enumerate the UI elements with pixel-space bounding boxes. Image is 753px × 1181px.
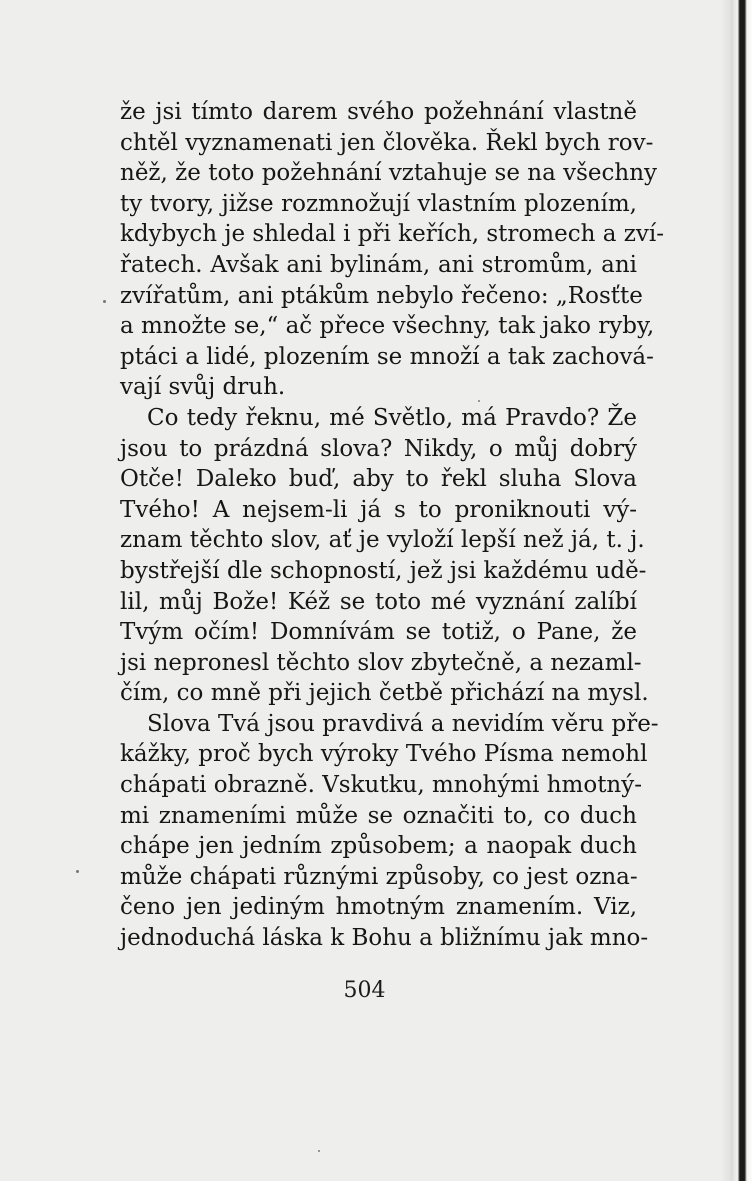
text-line: jsi nepronesl těchto slov zbytečně, a nezaml- (120, 649, 642, 676)
text-line: ptáci a lidé, plozením se množí a tak zachová- (120, 343, 654, 370)
text-line: něž, že toto požehnání vztahuje se na všechny (120, 160, 658, 187)
text-line: Tvého! A nejsem-li já s to proniknouti vý- (120, 496, 637, 523)
text-line: může chápati různými způsoby, co jest ozna- (120, 863, 638, 890)
text-line: chápati obrazně. Vskutku, mnohými hmotný- (120, 772, 643, 799)
paragraph-start-line: Slova Tvá jsou pravdivá a nevidím věru pře- (147, 710, 659, 737)
paper-speck (103, 300, 106, 303)
page-binding-edge (731, 0, 753, 1181)
text-line: jsou to prázdná slova? Nikdy, o můj dobrý (120, 435, 637, 462)
text-line: a množte se,“ ač přece všechny, tak jako ryby, (120, 313, 655, 340)
paper-speck (318, 1150, 320, 1152)
text-line: vají svůj druh. (120, 374, 286, 401)
text-line: čím, co mně při jejich četbě přichází na mysl. (120, 680, 649, 707)
text-line: lil, můj Bože! Kéž se toto mé vyznání zalíbí (120, 588, 637, 615)
text-line: kdybych je shledal i při keřích, stromech a zví- (120, 221, 664, 248)
text-line: Otče! Daleko buď, aby to řekl sluha Slova (120, 466, 637, 493)
paper-speck (76, 870, 79, 873)
text-line: Tvým očím! Domnívám se totiž, o Pane, že (120, 619, 637, 646)
paragraph-start-line: Co tedy řeknu, mé Světlo, má Pravdo? Že (147, 404, 637, 431)
page-number: 504 (343, 978, 386, 1003)
text-line: řatech. Avšak ani bylinám, ani stromům, ani (120, 251, 637, 278)
text-line: že jsi tímto darem svého požehnání vlastně (120, 99, 637, 125)
text-line: mi znameními může se označiti to, co duch (120, 802, 637, 829)
text-line: kážky, proč bych výroky Tvého Písma nemohl (120, 741, 648, 768)
text-line: čeno jen jediným hmotným znamením. Viz, (120, 894, 637, 921)
body-text (120, 97, 664, 954)
text-line: bystřejší dle schopností, jež jsi každému udě- (120, 557, 647, 584)
text-line: jednoduchá láska k Bohu a bližnímu jak mno- (120, 925, 649, 952)
text-line: chtěl vyznamenati jen člověka. Řekl bych rov- (120, 129, 654, 156)
text-line: znam těchto slov, ať je vyloží lepší než já, t. j. (120, 527, 645, 554)
text-line: ty tvory, jižse rozmnožují vlastním plozením, (120, 190, 637, 217)
text-line: zvířatům, ani ptákům nebylo řečeno: „Rosťte (120, 282, 643, 309)
page-edge-shadow (721, 0, 731, 1181)
text-line: chápe jen jedním způsobem; a naopak duch (120, 833, 637, 860)
paper-speck (478, 400, 480, 402)
